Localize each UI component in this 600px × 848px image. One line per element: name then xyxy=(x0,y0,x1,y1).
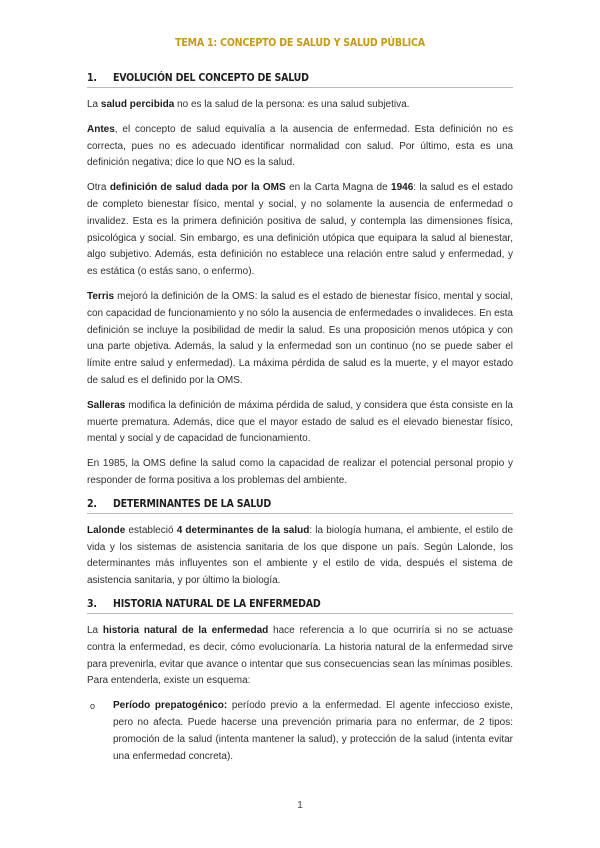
paragraph xyxy=(87,122,513,172)
document-body xyxy=(87,72,513,765)
document-title: TEMA 1: CONCEPTO DE SALUD Y SALUD PÚBLICA xyxy=(175,37,425,49)
bold-term: Lalonde xyxy=(87,524,126,536)
bold-term: definición de salud dada por la OMS xyxy=(109,182,286,194)
text-run: en la Carta Magna de xyxy=(285,182,392,194)
bold-term: historia natural de la enfermedad xyxy=(102,624,269,636)
section-heading xyxy=(87,72,513,88)
section-heading-text: HISTORIA NATURAL DE LA ENFERMEDAD xyxy=(113,597,321,610)
paragraph xyxy=(87,398,513,448)
text-run: La xyxy=(87,624,103,636)
paragraph xyxy=(87,623,513,690)
bold-term: 4 determinantes de la salud xyxy=(176,524,310,536)
text-run: En 1985, la OMS define la salud como la capacidad de realizar el potencial personal propio y responder de forma positiva a los problemas del ambiente. xyxy=(87,458,513,486)
section-determinantes xyxy=(87,498,513,590)
text-run: , el concepto de salud equivalía a la ausencia de enfermedad. Esta definición no es correcta, pues no es adecuado identificar normalidad con salud. Por último, esta es una definición negativa; dice lo que NO es la salud. xyxy=(87,123,513,169)
text-run: : la biología humana, el ambiente, el estilo de vida y los sistemas de asistencia sanitaria de los que dispone un país. Según Lalonde, los determinantes más influyentes son el ambiente y el estilo de vida, después el sistema de asistencia sanitaria, y por último la biología. xyxy=(87,524,514,587)
text-run: hace referencia a lo que ocurriría si no se actuase contra la enfermedad, es decir, cómo evolucionaría. La historia natural de la enfermedad sirve para prevenirla, evitar que avance o intentar que sus consecuencias sean las mínimas posibles. Para entenderla, existe un esquema: xyxy=(87,624,514,687)
section-number: 3. xyxy=(87,597,97,610)
text-run: mejoró la definición de la OMS: la salud es el estado de bienestar físico, mental y social, con capacidad de funcionamiento y no sólo la ausencia de enfermedades o invalideces. En esta definición se incluye la posibilidad de medir la salud. Es una proposición menos utópica y con una parte objetiva. Además, la salud y la enfermedad son un continuo (no se puede saber el límite entre salud y enfermedad). La máxima pérdida de salud es la muerte, y el mayor estado de salud es el definido por la OMS. xyxy=(87,290,513,386)
bullet-icon: o xyxy=(90,701,96,712)
list-item xyxy=(87,698,513,765)
section-heading xyxy=(87,498,513,514)
section-heading-text: EVOLUCIÓN DEL CONCEPTO DE SALUD xyxy=(113,72,309,84)
text-run: modifica la definición de máxima pérdida de salud, y considera que ésta consiste en la muerte prematura. Además, dice que el mayor estado de salud es el elevado bienestar físico, mental y social y de capacidad de funcionamiento. xyxy=(87,399,513,445)
section-evolucion xyxy=(87,72,513,490)
bold-term: salud percibida xyxy=(100,99,175,110)
paragraph xyxy=(87,97,513,114)
page-number: 1 xyxy=(297,800,303,811)
bold-term: Período prepatogénico: xyxy=(113,700,228,712)
text-run: no es la salud de la persona: es una salud subjetiva. xyxy=(174,99,410,110)
paragraph xyxy=(87,523,513,590)
bold-term: 1946 xyxy=(391,182,414,194)
paragraph xyxy=(87,456,513,490)
section-historia-natural xyxy=(87,598,513,765)
bold-term: Terris xyxy=(87,290,115,302)
section-number: 1. xyxy=(87,72,97,84)
text-run: Otra xyxy=(87,182,110,194)
section-number: 2. xyxy=(87,497,97,510)
text-run: estableció xyxy=(125,524,177,536)
bullet-list xyxy=(87,698,513,765)
bold-term: Salleras xyxy=(87,399,126,411)
bold-term: Antes xyxy=(87,123,115,135)
section-heading-text: DETERMINANTES DE LA SALUD xyxy=(113,497,271,510)
paragraph xyxy=(87,289,513,390)
text-run: período previo a la enfermedad. El agente infeccioso existe, pero no afecta. Puede hacerse una prevención primaria para no enfermar, de 2 tipos: promoción de la salud (intenta mantener la salud), y protección de la salud (intenta evitar una enfermedad concreta). xyxy=(113,700,514,762)
text-run: : la salud es el estado de completo bienestar físico, mental y social, y no solamente la ausencia de enfermedad o invalidez. Esta es la primera definición positiva de salud, y contempla las dimensiones física, psicológica y social. Sin embargo, es una definición utópica que equipara la salud al bienestar, algo subjetivo. Además, esta definición no establece una relación entre salud y enfermedad, y es estática (o estás sano, o enfermo). xyxy=(87,182,513,278)
section-heading xyxy=(87,598,513,614)
text-run: La xyxy=(87,99,101,110)
paragraph xyxy=(87,180,513,281)
